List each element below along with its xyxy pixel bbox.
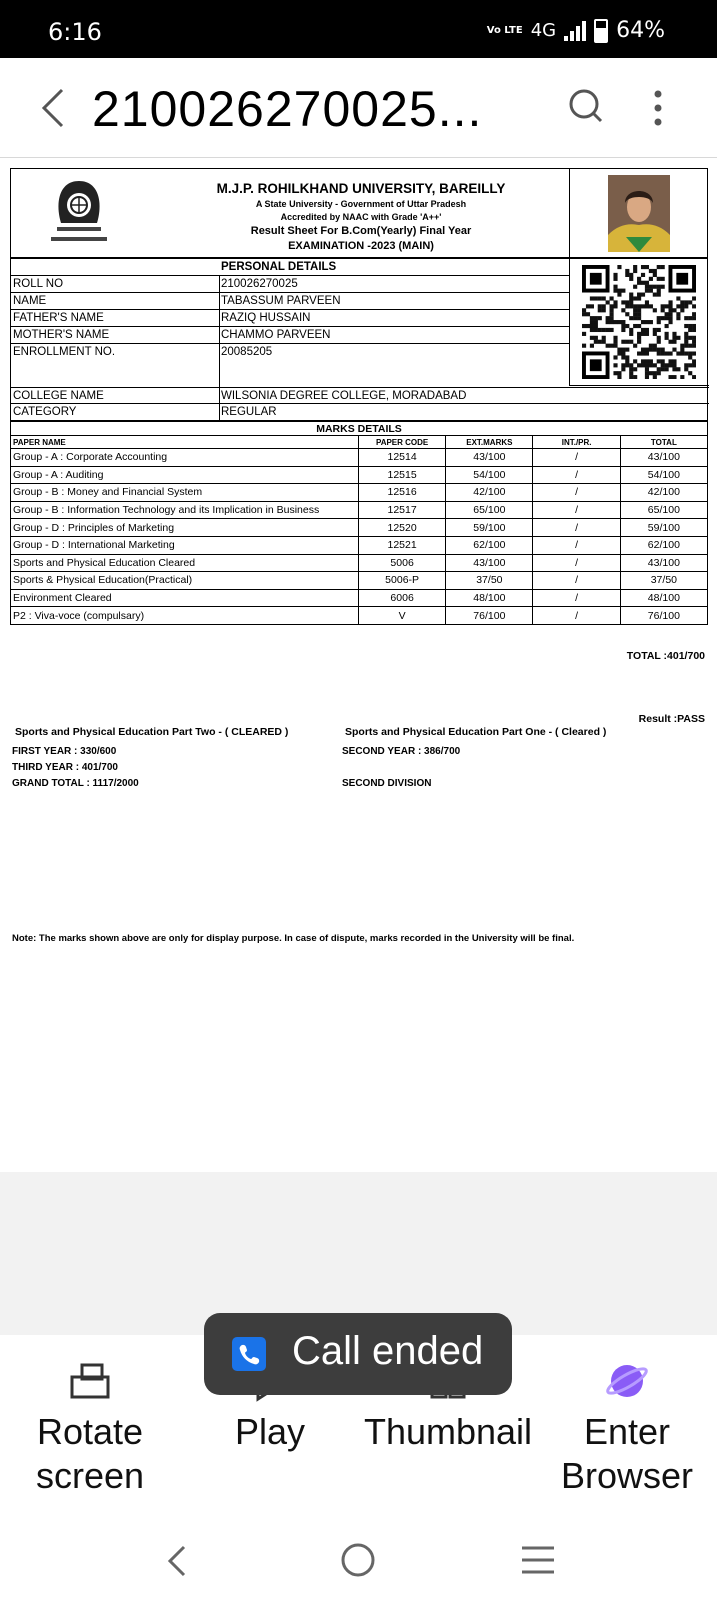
mother-name-label: MOTHER'S NAME [13, 329, 110, 341]
paper-code-cell: 5006-P [358, 572, 445, 590]
paper-name-cell: Group - B : Information Technology and its Implication in Business [11, 501, 359, 519]
category-label: CATEGORY [13, 406, 77, 418]
browser-label: Enter Browser [560, 1411, 694, 1496]
rotate-label: Rotate screen [35, 1411, 145, 1496]
paper-code-cell: 5006 [358, 554, 445, 572]
total-cell: 62/100 [620, 536, 707, 554]
examination-line: EXAMINATION -2023 (MAIN) [288, 240, 434, 252]
document-background [0, 1172, 717, 1335]
college-value: WILSONIA DEGREE COLLEGE, MORADABAD [221, 390, 467, 402]
table-row [11, 501, 708, 519]
table-row [11, 607, 708, 625]
int-pr-cell: / [533, 501, 620, 519]
qr-code [582, 265, 696, 379]
roll-no-value: 210026270025 [221, 278, 298, 290]
ext-marks-cell: 65/100 [446, 501, 533, 519]
paper-name-cell: P2 : Viva-voce (compulsary) [11, 607, 359, 625]
browser-planet-icon [605, 1359, 649, 1403]
nav-recents-icon[interactable] [520, 1544, 556, 1581]
paper-code-cell: 6006 [358, 589, 445, 607]
student-photo [608, 175, 670, 252]
paper-name-cell: Group - A : Corporate Accounting [11, 449, 359, 467]
col-paper-code: PAPER CODE [358, 436, 445, 449]
int-pr-cell: / [533, 554, 620, 572]
category-value: REGULAR [221, 406, 277, 418]
marks-section [10, 421, 708, 625]
total-cell: 76/100 [620, 607, 707, 625]
paper-code-cell: 12516 [358, 484, 445, 502]
table-row [11, 519, 708, 537]
personal-row [11, 276, 569, 293]
university-logo [41, 173, 117, 253]
enrollment-label: ENROLLMENT NO. [13, 346, 116, 358]
thumbnail-label: Thumbnail [363, 1411, 533, 1452]
enrollment-value: 20085205 [221, 346, 273, 358]
personal-details-title: PERSONAL DETAILS [221, 261, 337, 273]
paper-name-cell: Group - A : Auditing [11, 466, 359, 484]
status-icons [487, 18, 665, 43]
table-row [11, 449, 708, 467]
sports-part-one: Sports and Physical Education Part One - ( Cleared ) [345, 726, 607, 738]
total-marks: TOTAL :401/700 [626, 650, 705, 662]
ext-marks-cell: 43/100 [446, 554, 533, 572]
table-row [11, 536, 708, 554]
int-pr-cell: / [533, 449, 620, 467]
network-type: 4G [530, 20, 557, 41]
table-row [11, 484, 708, 502]
total-cell: 59/100 [620, 519, 707, 537]
total-cell: 48/100 [620, 589, 707, 607]
paper-name-cell: Group - D : International Marketing [11, 536, 359, 554]
int-pr-cell: / [533, 484, 620, 502]
paper-name-cell: Environment Cleared [11, 589, 359, 607]
col-paper-name: PAPER NAME [11, 436, 359, 449]
rotate-icon [68, 1359, 112, 1403]
paper-code-cell: 12515 [358, 466, 445, 484]
marks-title: MARKS DETAILS [11, 422, 708, 436]
personal-row [11, 387, 709, 404]
ext-marks-cell: 76/100 [446, 607, 533, 625]
paper-name-cell: Sports & Physical Education(Practical) [11, 572, 359, 590]
student-photo-cell [569, 169, 709, 258]
search-icon[interactable] [566, 86, 606, 126]
table-row [11, 466, 708, 484]
accreditation-line: Accredited by NAAC with Grade 'A++' [280, 212, 442, 222]
personal-row [11, 310, 569, 327]
marks-table [10, 421, 708, 625]
system-nav-bar [0, 1520, 717, 1600]
table-row [11, 554, 708, 572]
paper-name-cell: Group - D : Principles of Marketing [11, 519, 359, 537]
total-cell: 43/100 [620, 554, 707, 572]
toast-text: Call ended [292, 1329, 484, 1373]
college-label: COLLEGE NAME [13, 390, 104, 402]
sports-part-two: Sports and Physical Education Part Two - ( CLEARED ) [15, 726, 289, 738]
nav-home-icon[interactable] [340, 1542, 376, 1583]
call-ended-toast [204, 1313, 512, 1395]
document-title: 210026270025... [92, 81, 483, 137]
university-name: M.J.P. ROHILKHAND UNIVERSITY, BAREILLY [216, 181, 506, 196]
battery-icon [594, 19, 608, 43]
paper-code-cell: 12521 [358, 536, 445, 554]
state-line: A State University - Government of Uttar Pradesh [255, 199, 467, 209]
more-options-icon[interactable] [650, 88, 666, 128]
document-header [10, 168, 708, 258]
nav-back-icon[interactable] [162, 1544, 192, 1583]
total-cell: 42/100 [620, 484, 707, 502]
status-time: 6:16 [48, 18, 102, 46]
ext-marks-cell: 37/50 [446, 572, 533, 590]
back-icon[interactable] [36, 86, 72, 130]
int-pr-cell: / [533, 572, 620, 590]
roll-no-label: ROLL NO [13, 278, 64, 290]
father-name-value: RAZIQ HUSSAIN [221, 312, 311, 324]
app-bar [0, 58, 717, 158]
qr-code-cell [569, 259, 709, 386]
personal-row [11, 404, 709, 421]
total-cell: 54/100 [620, 466, 707, 484]
int-pr-cell: / [533, 519, 620, 537]
father-name-label: FATHER'S NAME [13, 312, 104, 324]
ext-marks-cell: 62/100 [446, 536, 533, 554]
ext-marks-cell: 54/100 [446, 466, 533, 484]
col-total: TOTAL [620, 436, 707, 449]
first-year: FIRST YEAR : 330/600 [12, 746, 117, 757]
paper-name-cell: Sports and Physical Education Cleared [11, 554, 359, 572]
personal-row [11, 293, 569, 310]
ext-marks-cell: 43/100 [446, 449, 533, 467]
col-int-pr: INT./PR. [533, 436, 620, 449]
second-year: SECOND YEAR : 386/700 [342, 746, 461, 757]
phone-icon [232, 1337, 266, 1371]
division: SECOND DIVISION [342, 778, 432, 789]
ext-marks-cell: 42/100 [446, 484, 533, 502]
volte-icon: Vo LTE [486, 24, 523, 36]
table-row [11, 572, 708, 590]
status-bar [0, 0, 717, 58]
disclaimer-note: Note: The marks shown above are only for display purpose. In case of dispute, marks recorded in the University will be final. [12, 933, 575, 944]
personal-row [11, 327, 569, 344]
paper-code-cell: V [358, 607, 445, 625]
personal-row [11, 343, 569, 387]
personal-details-section [10, 258, 708, 421]
total-cell: 43/100 [620, 449, 707, 467]
battery-percent: 64% [616, 18, 665, 43]
name-label: NAME [13, 295, 47, 307]
int-pr-cell: / [533, 607, 620, 625]
personal-details-title-row [11, 259, 569, 276]
ext-marks-cell: 59/100 [446, 519, 533, 537]
total-cell: 37/50 [620, 572, 707, 590]
paper-code-cell: 12520 [358, 519, 445, 537]
third-year: THIRD YEAR : 401/700 [12, 762, 118, 773]
grand-total: GRAND TOTAL : 1117/2000 [12, 778, 139, 789]
mother-name-value: CHAMMO PARVEEN [221, 329, 331, 341]
col-ext-marks: EXT.MARKS [446, 436, 533, 449]
int-pr-cell: / [533, 466, 620, 484]
header-text [131, 181, 591, 252]
table-row [11, 589, 708, 607]
total-cell: 65/100 [620, 501, 707, 519]
result-sheet-line: Result Sheet For B.Com(Yearly) Final Year [250, 225, 472, 237]
paper-name-cell: Group - B : Money and Financial System [11, 484, 359, 502]
paper-code-cell: 12514 [358, 449, 445, 467]
play-label: Play [234, 1411, 306, 1452]
int-pr-cell: / [533, 536, 620, 554]
result-status: Result :PASS [638, 713, 705, 725]
document-view[interactable] [0, 158, 717, 1172]
marks-header-row [11, 436, 708, 449]
paper-code-cell: 12517 [358, 501, 445, 519]
int-pr-cell: / [533, 589, 620, 607]
signal-icon [564, 21, 586, 41]
ext-marks-cell: 48/100 [446, 589, 533, 607]
name-value: TABASSUM PARVEEN [221, 295, 341, 307]
